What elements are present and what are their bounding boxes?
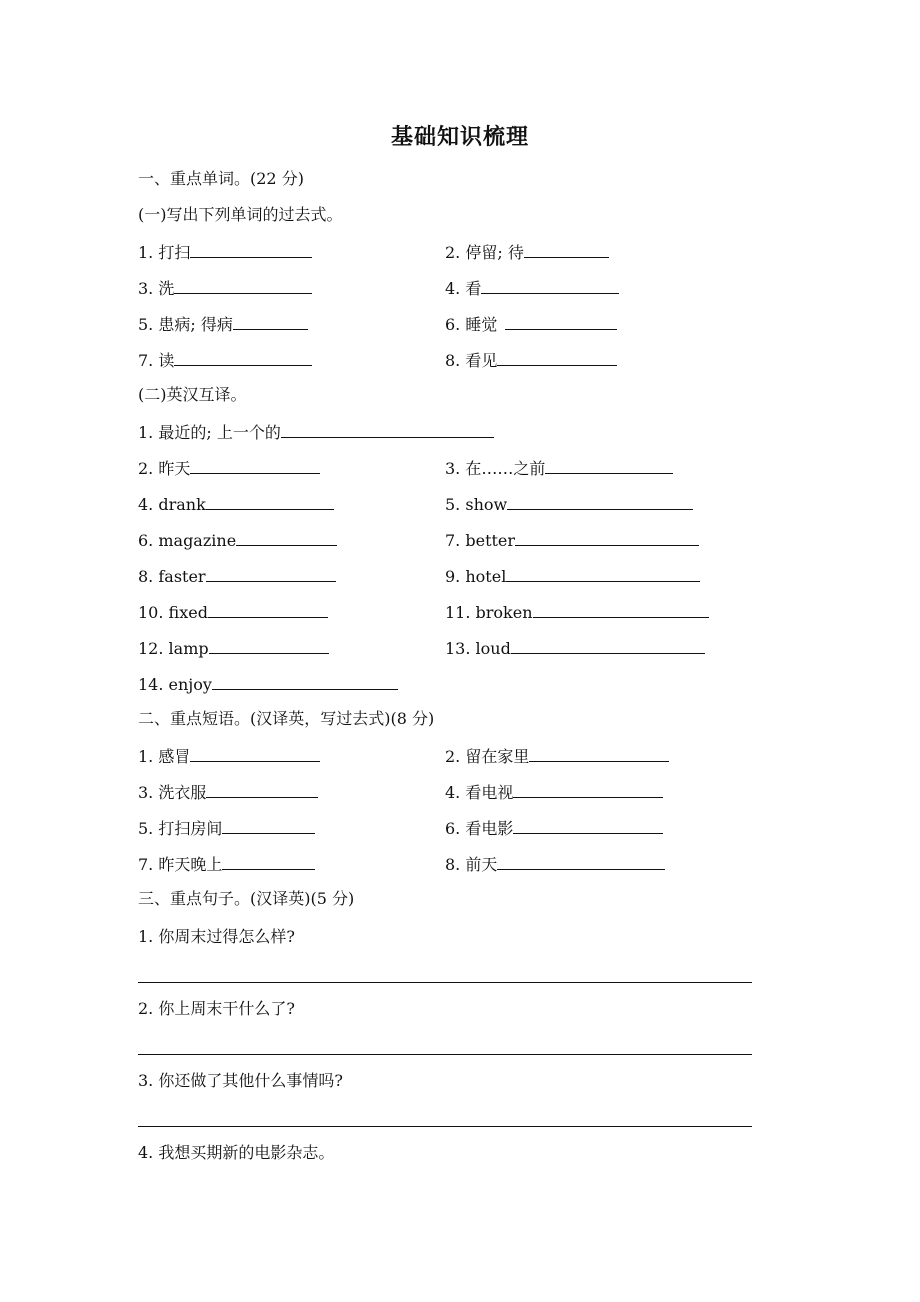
answer-blank[interactable] [515, 528, 699, 546]
question-label: 4. drank [138, 495, 206, 514]
question-item [445, 456, 673, 480]
question-item [138, 744, 320, 768]
question-label: 12. lamp [138, 639, 209, 658]
question-item [138, 564, 336, 588]
question-item [445, 312, 617, 336]
question-item [138, 240, 312, 264]
question-label: 6. magazine [138, 531, 237, 550]
question-label: 10. fixed [138, 603, 208, 622]
question-item [138, 456, 320, 480]
question-label: 6. 睡觉 [445, 315, 498, 334]
question-item [138, 816, 315, 840]
question-label: 1. 感冒 [138, 747, 191, 766]
question-label: 7. better [445, 531, 516, 550]
answer-blank[interactable] [507, 492, 693, 510]
answer-blank[interactable] [190, 456, 320, 474]
answer-blank[interactable] [513, 816, 663, 834]
answer-blank[interactable] [190, 744, 320, 762]
question-label: 8. faster [138, 567, 206, 586]
question-label: 6. 看电影 [445, 819, 514, 838]
answer-blank[interactable] [233, 312, 308, 330]
answer-blank[interactable] [209, 636, 329, 654]
question-label: 5. 患病; 得病 [138, 315, 233, 334]
question-label: 4. 看电视 [445, 783, 514, 802]
sentence-prompt: 3. 你还做了其他什么事情吗? [138, 1071, 343, 1090]
question-item [445, 276, 619, 300]
question-item [445, 348, 617, 372]
question-item [138, 780, 318, 804]
question-item [138, 420, 494, 444]
answer-blank[interactable] [497, 852, 665, 870]
answer-blank[interactable] [208, 600, 328, 618]
question-label: 14. enjoy [138, 675, 212, 694]
question-item [138, 528, 337, 552]
answer-blank[interactable] [190, 240, 312, 258]
question-label: 5. show [445, 495, 508, 514]
answer-blank[interactable] [212, 672, 398, 690]
question-label: 3. 洗 [138, 279, 175, 298]
question-label: 8. 看见 [445, 351, 498, 370]
question-label: 4. 看 [445, 279, 482, 298]
question-label: 7. 读 [138, 351, 175, 370]
question-item [138, 600, 328, 624]
question-item [138, 636, 329, 660]
question-label: 8. 前天 [445, 855, 498, 874]
question-label: 7. 昨天晚上 [138, 855, 223, 874]
sentence-prompt: 2. 你上周末干什么了? [138, 999, 295, 1018]
question-item [445, 780, 663, 804]
question-item [138, 492, 334, 516]
question-item [445, 816, 663, 840]
question-label: 2. 停留; 待 [445, 243, 524, 262]
answer-blank[interactable] [174, 348, 312, 366]
question-item [138, 312, 308, 336]
section-1-sub-1: (一)写出下列单词的过去式。 [138, 205, 343, 224]
answer-blank[interactable] [497, 348, 617, 366]
question-item [138, 672, 398, 696]
question-item [445, 852, 665, 876]
answer-line[interactable] [138, 1054, 752, 1055]
answer-blank[interactable] [222, 852, 315, 870]
answer-blank[interactable] [545, 456, 673, 474]
question-item [445, 744, 669, 768]
answer-blank[interactable] [236, 528, 337, 546]
answer-blank[interactable] [529, 744, 669, 762]
answer-blank[interactable] [533, 600, 709, 618]
question-item [445, 564, 700, 588]
question-label: 3. 洗衣服 [138, 783, 207, 802]
answer-blank[interactable] [206, 780, 318, 798]
question-label: 2. 留在家里 [445, 747, 530, 766]
section-1-heading: 一、重点单词。(22 分) [138, 169, 304, 188]
section-2-heading: 二、重点短语。(汉译英，写过去式)(8 分) [138, 709, 435, 728]
answer-blank[interactable] [524, 240, 609, 258]
answer-blank[interactable] [513, 780, 663, 798]
question-label: 1. 打扫 [138, 243, 191, 262]
question-item [445, 492, 693, 516]
question-label: 3. 在……之前 [445, 459, 546, 478]
question-label: 9. hotel [445, 567, 507, 586]
answer-blank[interactable] [511, 636, 705, 654]
question-item [138, 852, 315, 876]
answer-blank[interactable] [505, 312, 617, 330]
question-item [445, 528, 699, 552]
answer-blank[interactable] [206, 492, 334, 510]
sentence-prompt: 4. 我想买期新的电影杂志。 [138, 1143, 335, 1162]
page-title: 基础知识梳理 [390, 124, 529, 150]
question-item [445, 636, 705, 660]
question-item [138, 348, 312, 372]
question-label: 5. 打扫房间 [138, 819, 223, 838]
answer-blank[interactable] [206, 564, 336, 582]
question-label: 13. loud [445, 639, 511, 658]
question-item [445, 240, 609, 264]
question-label: 1. 最近的; 上一个的 [138, 423, 281, 442]
question-item [138, 276, 312, 300]
sentence-prompt: 1. 你周末过得怎么样? [138, 927, 295, 946]
section-1-sub-2: (二)英汉互译。 [138, 385, 247, 404]
answer-blank[interactable] [174, 276, 312, 294]
section-3-heading: 三、重点句子。(汉译英)(5 分) [138, 889, 355, 908]
answer-blank[interactable] [481, 276, 619, 294]
answer-line[interactable] [138, 1126, 752, 1127]
question-label: 11. broken [445, 603, 533, 622]
answer-line[interactable] [138, 982, 752, 983]
question-item [445, 600, 709, 624]
question-label: 2. 昨天 [138, 459, 191, 478]
answer-blank[interactable] [281, 420, 494, 438]
answer-blank[interactable] [222, 816, 315, 834]
answer-blank[interactable] [506, 564, 700, 582]
